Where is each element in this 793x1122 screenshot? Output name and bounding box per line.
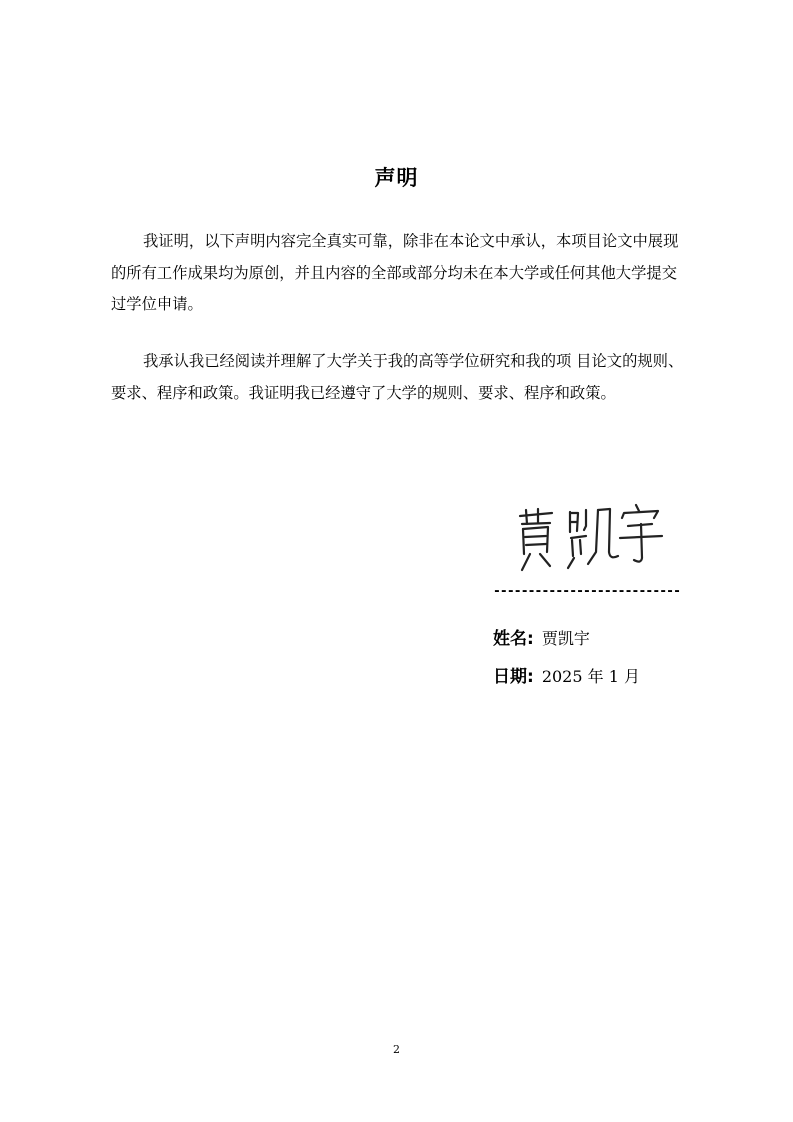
name-label: 姓名: (493, 629, 534, 649)
declaration-paragraph (111, 226, 707, 321)
handwritten-signature (500, 496, 670, 580)
paragraph-line: 的所有工作成果均为原创，并且内容的全部或部分均未在本大学或任何其他大学提交 (111, 263, 677, 282)
page-title: 声明 (374, 166, 419, 190)
paragraph-line: 要求、程序和政策。我证明我已经遵守了大学的规则、要求、程序和政策。 (111, 383, 616, 402)
acknowledgement-paragraph (111, 346, 707, 409)
paragraph-line: 我承认我已经阅读并理解了大学关于我的高等学位研究和我的项 目论文的规则、 (143, 352, 684, 370)
date-field (493, 662, 640, 687)
paragraph-line: 我证明，以下声明内容完全真实可靠，除非在本论文中承认，本项目论文中展现 (143, 232, 679, 250)
name-value: 贾凯宇 (541, 629, 590, 648)
date-label: 日期: (493, 667, 534, 687)
date-value: 2025 年 1 月 (541, 667, 640, 686)
name-field (493, 624, 590, 649)
paragraph-line: 过学位申请。 (111, 295, 203, 313)
signature-line: --------------------------- (493, 584, 681, 599)
page-number: 2 (393, 1043, 400, 1056)
